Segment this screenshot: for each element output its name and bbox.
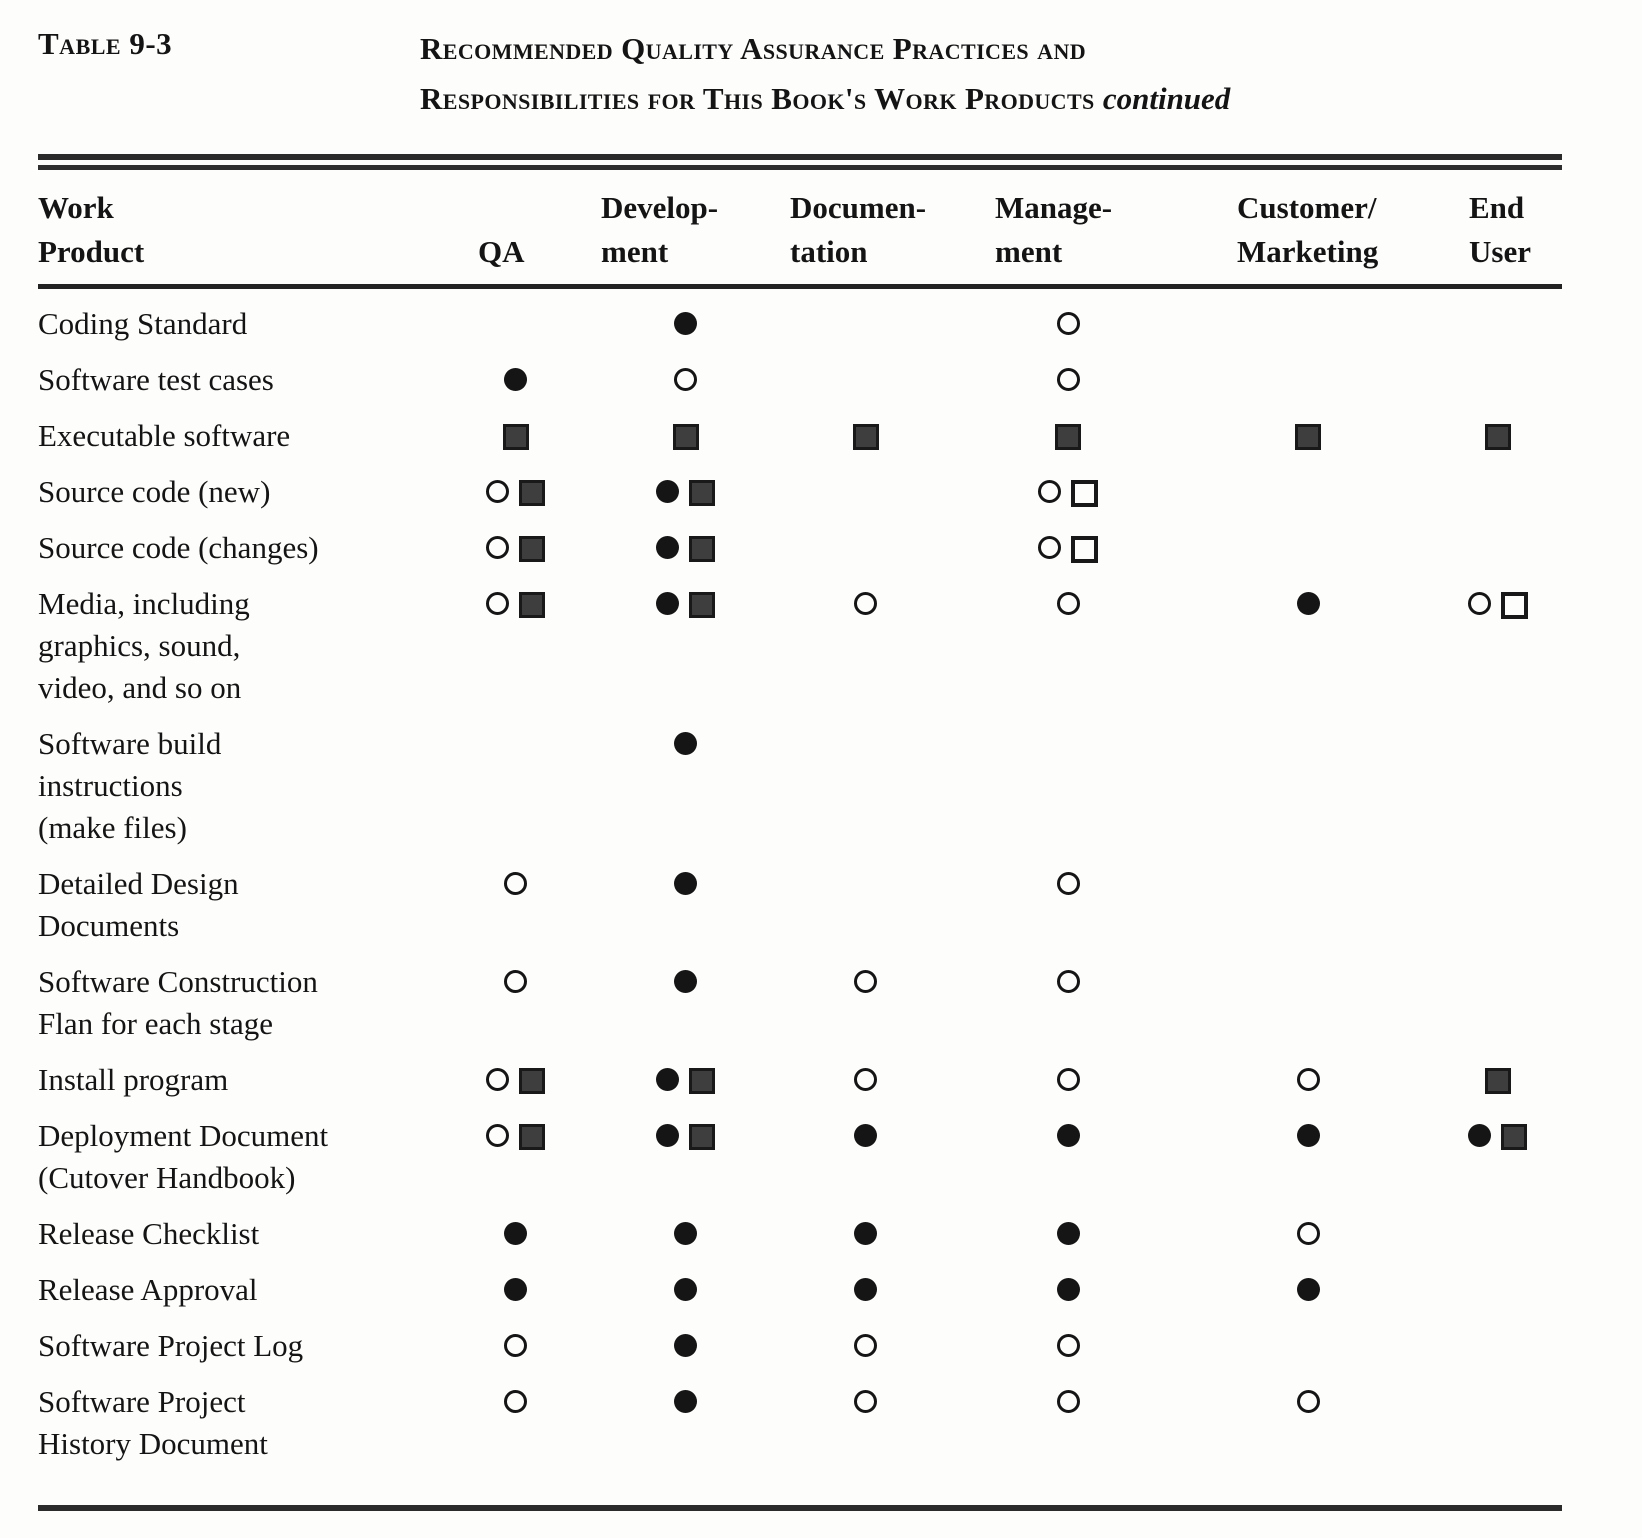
open-circle-icon xyxy=(1297,1390,1320,1413)
cell-documentation xyxy=(778,1101,953,1199)
cell-management xyxy=(953,345,1183,401)
table-row xyxy=(38,1045,1562,1101)
filled-square-icon xyxy=(673,424,699,450)
table-row xyxy=(38,401,1562,457)
col-header-management: Manage- ment xyxy=(953,170,1183,287)
cell-customer-marketing xyxy=(1183,287,1433,346)
filled-square-icon xyxy=(689,480,715,506)
cell-documentation xyxy=(778,457,953,513)
filled-circle-icon xyxy=(504,1278,527,1301)
open-circle-icon xyxy=(504,872,527,895)
filled-square-icon xyxy=(519,1124,545,1150)
cell-qa xyxy=(438,849,593,947)
filled-square-icon xyxy=(689,1124,715,1150)
cell-documentation xyxy=(778,1311,953,1367)
open-circle-icon xyxy=(1057,970,1080,993)
cell-management xyxy=(953,1367,1183,1465)
cell-management xyxy=(953,1101,1183,1199)
cell-management xyxy=(953,1199,1183,1255)
filled-circle-icon xyxy=(674,312,697,335)
open-circle-icon xyxy=(854,1334,877,1357)
open-circle-icon xyxy=(486,1068,509,1091)
col-header-customer-marketing: Customer/ Marketing xyxy=(1183,170,1433,287)
cell-end-user xyxy=(1433,1255,1562,1311)
filled-circle-icon xyxy=(674,1278,697,1301)
filled-square-icon xyxy=(519,480,545,506)
cell-qa xyxy=(438,569,593,709)
cell-management xyxy=(953,849,1183,947)
open-circle-icon xyxy=(1038,480,1061,503)
cell-management xyxy=(953,569,1183,709)
cell-end-user xyxy=(1433,709,1562,849)
table-row xyxy=(38,1367,1562,1465)
col-header-end-user: End User xyxy=(1433,170,1562,287)
cell-qa xyxy=(438,345,593,401)
cell-documentation xyxy=(778,1255,953,1311)
cell-qa xyxy=(438,709,593,849)
work-product-label: Software test cases xyxy=(38,362,274,397)
cell-customer-marketing xyxy=(1183,1367,1433,1465)
cell-customer-marketing xyxy=(1183,1311,1433,1367)
table-row xyxy=(38,1255,1562,1311)
cell-customer-marketing xyxy=(1183,1199,1433,1255)
table-row xyxy=(38,1199,1562,1255)
open-circle-icon xyxy=(504,1390,527,1413)
table-row xyxy=(38,947,1562,1045)
cell-management xyxy=(953,947,1183,1045)
cell-qa xyxy=(438,1311,593,1367)
cell-end-user xyxy=(1433,947,1562,1045)
table-row xyxy=(38,849,1562,947)
table-row xyxy=(38,1311,1562,1367)
work-product-label: Software Construction Flan for each stage xyxy=(38,964,318,1041)
cell-end-user xyxy=(1433,401,1562,457)
filled-square-icon xyxy=(1295,424,1321,450)
table-title-continued: continued xyxy=(1102,81,1231,116)
cell-documentation xyxy=(778,287,953,346)
cell-qa xyxy=(438,1367,593,1465)
open-square-icon xyxy=(1071,536,1098,563)
filled-square-icon xyxy=(1501,1124,1527,1150)
cell-end-user xyxy=(1433,287,1562,346)
cell-management xyxy=(953,401,1183,457)
table-caption xyxy=(38,24,1562,124)
cell-development xyxy=(593,1255,778,1311)
cell-management xyxy=(953,457,1183,513)
header-row xyxy=(38,170,1562,287)
open-circle-icon xyxy=(674,368,697,391)
filled-circle-icon xyxy=(656,1068,679,1091)
table-title-line2 xyxy=(420,74,1230,124)
cell-end-user xyxy=(1433,457,1562,513)
open-circle-icon xyxy=(854,970,877,993)
open-circle-icon xyxy=(854,1068,877,1091)
cell-qa xyxy=(438,1255,593,1311)
work-product-label: Media, including graphics, sound, video, and so on xyxy=(38,586,250,705)
table-bottom-rule xyxy=(38,1505,1562,1511)
work-product-label: Source code (changes) xyxy=(38,530,319,565)
cell-management xyxy=(953,1311,1183,1367)
filled-circle-icon xyxy=(674,872,697,895)
cell-development xyxy=(593,1101,778,1199)
filled-circle-icon xyxy=(854,1222,877,1245)
cell-customer-marketing xyxy=(1183,709,1433,849)
cell-end-user xyxy=(1433,569,1562,709)
table-row xyxy=(38,457,1562,513)
open-circle-icon xyxy=(486,592,509,615)
col-header-documentation: Documen- tation xyxy=(778,170,953,287)
qa-responsibilities-table xyxy=(38,170,1562,1465)
table-title xyxy=(420,24,1230,124)
cell-documentation xyxy=(778,513,953,569)
cell-end-user xyxy=(1433,849,1562,947)
col-header-work-product: Work Product xyxy=(38,170,438,287)
cell-customer-marketing xyxy=(1183,947,1433,1045)
cell-end-user xyxy=(1433,345,1562,401)
cell-customer-marketing xyxy=(1183,569,1433,709)
open-circle-icon xyxy=(854,592,877,615)
cell-customer-marketing xyxy=(1183,1255,1433,1311)
open-circle-icon xyxy=(1057,1068,1080,1091)
cell-end-user xyxy=(1433,1199,1562,1255)
table-top-rule xyxy=(38,154,1562,170)
table-row xyxy=(38,569,1562,709)
filled-square-icon xyxy=(853,424,879,450)
cell-development xyxy=(593,287,778,346)
cell-customer-marketing xyxy=(1183,849,1433,947)
work-product-label: Executable software xyxy=(38,418,291,453)
filled-circle-icon xyxy=(674,1222,697,1245)
work-product-label: Deployment Document (Cutover Handbook) xyxy=(38,1118,329,1195)
table-body xyxy=(38,287,1562,1466)
open-circle-icon xyxy=(486,480,509,503)
table-row xyxy=(38,513,1562,569)
cell-management xyxy=(953,709,1183,849)
filled-circle-icon xyxy=(854,1124,877,1147)
cell-development xyxy=(593,457,778,513)
open-circle-icon xyxy=(854,1390,877,1413)
filled-square-icon xyxy=(519,592,545,618)
filled-circle-icon xyxy=(1057,1278,1080,1301)
cell-documentation xyxy=(778,1045,953,1101)
cell-end-user xyxy=(1433,1045,1562,1101)
work-product-label: Coding Standard xyxy=(38,306,248,341)
cell-qa xyxy=(438,287,593,346)
filled-square-icon xyxy=(689,536,715,562)
cell-customer-marketing xyxy=(1183,1045,1433,1101)
table-row xyxy=(38,1101,1562,1199)
cell-qa xyxy=(438,1101,593,1199)
cell-documentation xyxy=(778,401,953,457)
open-circle-icon xyxy=(1297,1222,1320,1245)
open-circle-icon xyxy=(1038,536,1061,559)
table-row xyxy=(38,709,1562,849)
open-circle-icon xyxy=(1057,1390,1080,1413)
cell-documentation xyxy=(778,849,953,947)
table-label: Table 9-3 xyxy=(38,26,173,61)
filled-circle-icon xyxy=(1297,1124,1320,1147)
table-title-line1: Recommended Quality Assurance Practices and xyxy=(420,31,1087,66)
filled-circle-icon xyxy=(1297,1278,1320,1301)
open-square-icon xyxy=(1501,592,1528,619)
cell-end-user xyxy=(1433,1101,1562,1199)
work-product-label: Source code (new) xyxy=(38,474,271,509)
filled-square-icon xyxy=(1055,424,1081,450)
open-circle-icon xyxy=(1057,592,1080,615)
cell-development xyxy=(593,513,778,569)
work-product-label: Software build instructions (make files) xyxy=(38,726,222,845)
cell-documentation xyxy=(778,345,953,401)
cell-documentation xyxy=(778,1367,953,1465)
table-title-line2-text: Responsibilities for This Book's Work Products xyxy=(420,81,1095,116)
cell-end-user xyxy=(1433,513,1562,569)
cell-development xyxy=(593,345,778,401)
cell-management xyxy=(953,1045,1183,1101)
cell-development xyxy=(593,849,778,947)
filled-circle-icon xyxy=(854,1278,877,1301)
filled-circle-icon xyxy=(504,1222,527,1245)
work-product-label: Software Project Log xyxy=(38,1328,304,1363)
cell-customer-marketing xyxy=(1183,513,1433,569)
filled-circle-icon xyxy=(674,732,697,755)
table-row xyxy=(38,345,1562,401)
cell-qa xyxy=(438,513,593,569)
filled-circle-icon xyxy=(656,536,679,559)
work-product-label: Detailed Design Documents xyxy=(38,866,239,943)
col-header-qa: QA xyxy=(438,170,593,287)
filled-circle-icon xyxy=(1297,592,1320,615)
cell-documentation xyxy=(778,569,953,709)
open-square-icon xyxy=(1071,480,1098,507)
work-product-label: Software Project History Document xyxy=(38,1384,268,1461)
filled-square-icon xyxy=(1485,1068,1511,1094)
open-circle-icon xyxy=(486,1124,509,1147)
open-circle-icon xyxy=(1468,592,1491,615)
open-circle-icon xyxy=(1057,872,1080,895)
cell-development xyxy=(593,401,778,457)
filled-square-icon xyxy=(503,424,529,450)
cell-development xyxy=(593,1311,778,1367)
cell-development xyxy=(593,1045,778,1101)
open-circle-icon xyxy=(1057,1334,1080,1357)
open-circle-icon xyxy=(504,1334,527,1357)
cell-development xyxy=(593,947,778,1045)
filled-square-icon xyxy=(1485,424,1511,450)
cell-qa xyxy=(438,1045,593,1101)
cell-qa xyxy=(438,401,593,457)
filled-circle-icon xyxy=(674,970,697,993)
cell-qa xyxy=(438,457,593,513)
filled-circle-icon xyxy=(656,1124,679,1147)
filled-circle-icon xyxy=(656,592,679,615)
cell-development xyxy=(593,1199,778,1255)
cell-management xyxy=(953,1255,1183,1311)
filled-square-icon xyxy=(519,536,545,562)
cell-customer-marketing xyxy=(1183,345,1433,401)
filled-circle-icon xyxy=(1057,1124,1080,1147)
cell-management xyxy=(953,287,1183,346)
cell-documentation xyxy=(778,1199,953,1255)
filled-square-icon xyxy=(689,1068,715,1094)
cell-documentation xyxy=(778,709,953,849)
cell-management xyxy=(953,513,1183,569)
cell-development xyxy=(593,569,778,709)
filled-square-icon xyxy=(689,592,715,618)
filled-circle-icon xyxy=(504,368,527,391)
open-circle-icon xyxy=(504,970,527,993)
filled-circle-icon xyxy=(674,1390,697,1413)
work-product-label: Release Approval xyxy=(38,1272,258,1307)
open-circle-icon xyxy=(1057,312,1080,335)
cell-customer-marketing xyxy=(1183,401,1433,457)
cell-documentation xyxy=(778,947,953,1045)
cell-development xyxy=(593,709,778,849)
filled-circle-icon xyxy=(1468,1124,1491,1147)
work-product-label: Release Checklist xyxy=(38,1216,260,1251)
cell-customer-marketing xyxy=(1183,1101,1433,1199)
filled-circle-icon xyxy=(674,1334,697,1357)
cell-end-user xyxy=(1433,1311,1562,1367)
cell-development xyxy=(593,1367,778,1465)
cell-customer-marketing xyxy=(1183,457,1433,513)
filled-circle-icon xyxy=(656,480,679,503)
cell-end-user xyxy=(1433,1367,1562,1465)
filled-square-icon xyxy=(519,1068,545,1094)
open-circle-icon xyxy=(1297,1068,1320,1091)
cell-qa xyxy=(438,1199,593,1255)
cell-qa xyxy=(438,947,593,1045)
work-product-label: Install program xyxy=(38,1062,229,1097)
col-header-development: Develop- ment xyxy=(593,170,778,287)
open-circle-icon xyxy=(1057,368,1080,391)
table-row xyxy=(38,287,1562,346)
open-circle-icon xyxy=(486,536,509,559)
filled-circle-icon xyxy=(1057,1222,1080,1245)
